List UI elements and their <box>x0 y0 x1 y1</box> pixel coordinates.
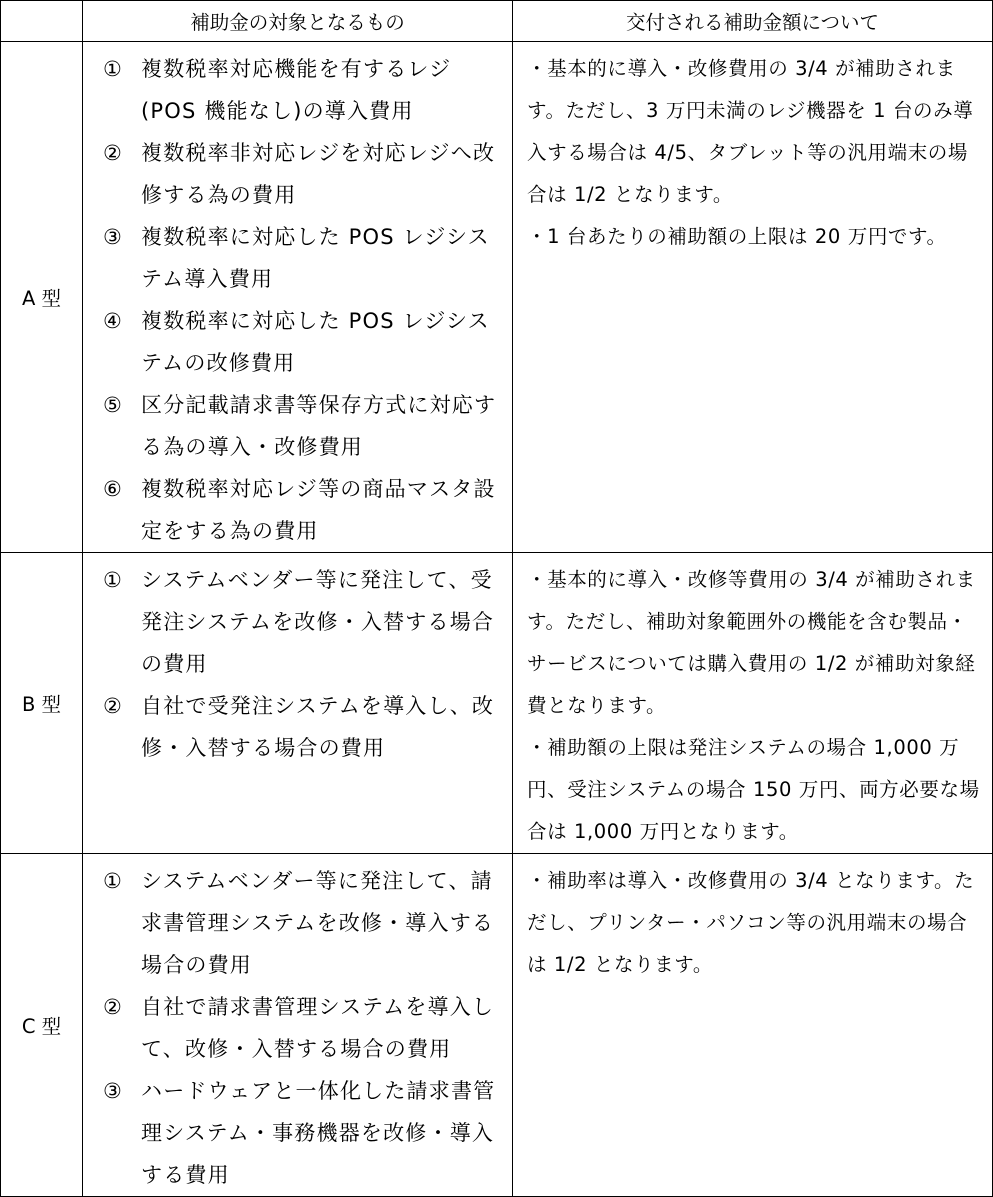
list-item <box>103 384 502 468</box>
item-text: 複数税率に対応した POS レジシステムの改修費用 <box>141 309 490 375</box>
item-number: ③ <box>103 225 124 249</box>
header-target: 補助金の対象となるもの <box>83 1 513 42</box>
list-item <box>103 48 502 132</box>
item-text: 複数税率対応レジ等の商品マスタ設定をする為の費用 <box>141 477 496 543</box>
amount-cell-c <box>513 854 993 1197</box>
table-row-c <box>1 854 993 1197</box>
item-number: ③ <box>103 1079 124 1103</box>
item-number: ② <box>103 141 124 165</box>
item-number: ④ <box>103 309 124 333</box>
item-number: ① <box>103 869 124 893</box>
item-number: ⑤ <box>103 393 124 417</box>
header-row <box>1 1 993 42</box>
header-amount: 交付される補助金額について <box>513 1 993 42</box>
list-item <box>103 1070 502 1196</box>
amount-paragraph: ・補助額の上限は発注システムの場合 1,000 万円、受注システムの場合 150 万円、両方必要な場合は 1,000 万円となります。 <box>527 736 980 843</box>
type-label-b: B 型 <box>1 553 83 854</box>
type-label-a: A 型 <box>1 42 83 553</box>
item-text: 複数税率に対応した POS レジシステム導入費用 <box>141 225 490 291</box>
target-cell-c <box>83 854 513 1197</box>
target-cell-a <box>83 42 513 553</box>
list-item <box>103 685 502 769</box>
amount-paragraph: ・補助率は導入・改修費用の 3/4 となります。ただし、プリンター・パソコン等の汎用端末の場合は 1/2 となります。 <box>527 869 975 976</box>
amount-paragraph: ・基本的に導入・改修等費用の 3/4 が補助されます。ただし、補助対象範囲外の機能を含む製品・サービスについては購入費用の 1/2 が補助対象経費となります。 <box>527 568 976 717</box>
target-cell-b <box>83 553 513 854</box>
table-row-b <box>1 553 993 854</box>
list-item <box>103 216 502 300</box>
item-number: ② <box>103 995 124 1019</box>
item-text: システムベンダー等に発注して、請求書管理システムを改修・導入する場合の費用 <box>141 869 495 977</box>
list-item <box>103 860 502 986</box>
amount-paragraph: ・1 台あたりの補助額の上限は 20 万円です。 <box>527 225 947 248</box>
item-number: ⑥ <box>103 477 124 501</box>
amount-cell-b <box>513 553 993 854</box>
amount-cell-a <box>513 42 993 553</box>
item-text: 複数税率対応機能を有するレジ(POS 機能なし)の導入費用 <box>141 57 452 123</box>
type-label-c: C 型 <box>1 854 83 1197</box>
item-text: ハードウェアと一体化した請求書管理システム・事務機器を改修・導入する費用 <box>141 1079 496 1187</box>
item-text: 複数税率非対応レジを対応レジへ改修する為の費用 <box>141 141 496 207</box>
item-text: 区分記載請求書等保存方式に対応する為の導入・改修費用 <box>141 393 497 459</box>
list-item <box>103 986 502 1070</box>
list-item <box>103 559 502 685</box>
item-number: ① <box>103 57 124 81</box>
amount-paragraph: ・基本的に導入・改修費用の 3/4 が補助されます。ただし、3 万円未満のレジ機器を 1 台のみ導入する場合は 4/5、タブレット等の汎用端末の場合は 1/2 となります。 <box>527 57 974 206</box>
item-text: システムベンダー等に発注して、受発注システムを改修・入替する場合の費用 <box>141 568 495 676</box>
item-text: 自社で請求書管理システムを導入して、改修・入替する場合の費用 <box>141 995 495 1061</box>
item-number: ② <box>103 694 124 718</box>
item-text: 自社で受発注システムを導入し、改修・入替する場合の費用 <box>141 694 495 760</box>
header-type-cell <box>1 1 83 42</box>
item-number: ① <box>103 568 124 592</box>
table-row-a <box>1 42 993 553</box>
list-item <box>103 300 502 384</box>
list-item <box>103 132 502 216</box>
list-item <box>103 468 502 552</box>
